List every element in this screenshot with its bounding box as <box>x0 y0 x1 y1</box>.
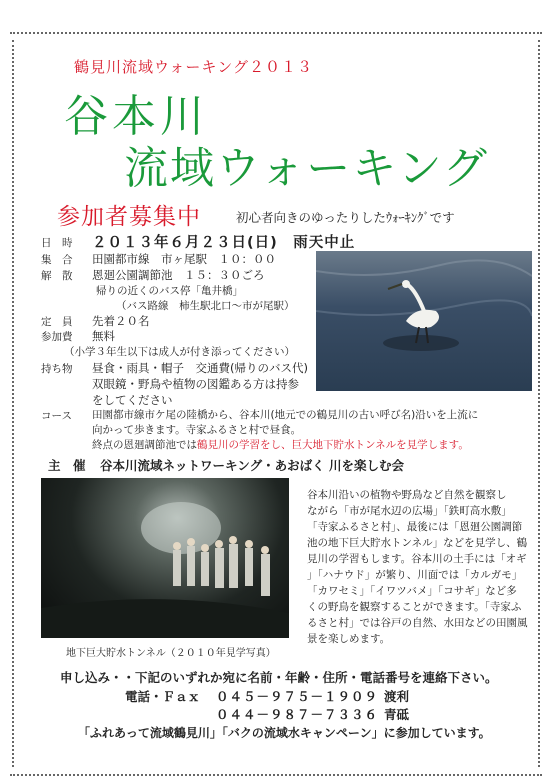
contact-name-1: 渡利 <box>384 689 410 704</box>
description-line: るさと村」では谷戸の自然、水田などの田園風 <box>307 617 528 629</box>
date-label: 日 時 <box>41 237 73 249</box>
items-line-3: をしてください <box>92 393 173 407</box>
fee-value: 無料 <box>92 329 115 343</box>
description-line: ながら「市が尾水辺の広場」「鉄町高水敷」 <box>307 505 512 517</box>
course-line-3b: 鶴見川の学習をし、巨大地下貯水トンネルを見学します。 <box>197 439 469 451</box>
dismiss-note-2: （バス路線 柿生駅北口～市が尾駅） <box>116 300 295 312</box>
description-line: 谷本川沿いの植物や野鳥など自然を観察し <box>307 489 507 501</box>
description-line: 」「ハナウド」が繁り、川面では「カルガモ」 <box>307 569 523 581</box>
egret-illustration <box>316 251 532 391</box>
dotted-border-bottom <box>10 774 542 776</box>
course-line-2: 向かって歩きます。寺家ふるさと村で昼食。 <box>92 424 302 436</box>
gather-value: 田園都市線 市ヶ尾駅 １０：００ <box>92 252 276 266</box>
description-line: 「カワセミ」「イワツバメ」「コサギ」など多 <box>307 585 517 597</box>
description-line: 景を楽しめます。 <box>307 633 391 645</box>
tagline: 初心者向きのゆったりしたｳｫｰｷﾝｸﾞです <box>236 210 455 225</box>
tel-number-2: ０４４－９８７－７３３６ <box>216 707 379 722</box>
egret-photo <box>316 251 532 391</box>
dotted-border-right <box>538 40 540 767</box>
tunnel-photo <box>41 478 289 638</box>
dotted-border-top <box>10 32 542 34</box>
dismiss-value: 恩廻公園調節池 １５：３０ごろ <box>92 268 265 282</box>
description <box>307 487 533 647</box>
course-line-3 <box>92 437 469 452</box>
tel-label: 電話・Ｆａｘ <box>125 689 201 704</box>
tunnel-illustration <box>41 478 289 638</box>
items-line-2: 双眼鏡・野鳥や植物の図鑑ある方は持参 <box>92 377 299 391</box>
items-label: 持ち物 <box>41 363 73 375</box>
tel-number-1: ０４５－９７５－１９０９ <box>216 689 379 704</box>
description-line: 見川の学習もします。谷本川の土手には「オギ <box>307 553 527 565</box>
organizer-value: 谷本川流域ネットワーキング・あおばく 川を楽しむ会 <box>100 458 404 473</box>
recruit-heading: 参加者募集中 <box>57 204 201 230</box>
contact-instructions: 申し込み・・下記のいずれか宛に名前・年齢・住所・電話番号を連絡下さい。 <box>60 670 498 685</box>
series-title: 鶴見川流域ウォーキング２０１３ <box>74 58 313 76</box>
contact-name-2: 青砥 <box>384 707 410 722</box>
gather-label: 集 合 <box>41 254 73 266</box>
fee-label: 参加費 <box>41 331 73 343</box>
description-line: 池の地下巨大貯水トンネル」などを見学し、鶴 <box>307 537 528 549</box>
main-title-line1: 谷本川 <box>64 91 208 142</box>
capacity-value: 先着２０名 <box>92 314 150 328</box>
course-line-3a: 終点の恩廻調節池では <box>92 439 197 451</box>
items-line-1: 昼食・雨具・帽子 交通費(帰りのバス代) <box>92 361 308 375</box>
main-title-line2: 流域ウォーキング <box>124 143 489 194</box>
campaign-footer: 「ふれあって流域鶴見川」「バクの流域水キャンペーン」に参加しています。 <box>78 726 491 740</box>
course-label: コース <box>41 410 72 422</box>
dismiss-note-1: 帰りの近くのバス停「亀井橋」 <box>96 285 243 297</box>
date-value: ２０１３年６月２３日(日) 雨天中止 <box>92 235 356 251</box>
organizer-label: 主 催 <box>48 458 86 473</box>
photo-caption: 地下巨大貯水トンネル（２０１０年見学写真） <box>66 648 276 659</box>
dismiss-label: 解 散 <box>41 270 73 282</box>
description-line: 「寺家ふるさと村」、最後には「恩廻公園調節 <box>307 521 523 533</box>
description-line: くの野鳥を観察することができます。「寺家ふ <box>307 601 522 613</box>
course-line-1: 田園都市線市ケ尾の陸橋から、谷本川(地元での鶴見川の古い呼び名)沿いを上流に <box>92 409 479 421</box>
capacity-label: 定 員 <box>41 316 73 328</box>
fee-note: （小学３年生以下は成人が付き添ってください） <box>64 346 295 358</box>
dotted-border-left <box>12 40 14 767</box>
